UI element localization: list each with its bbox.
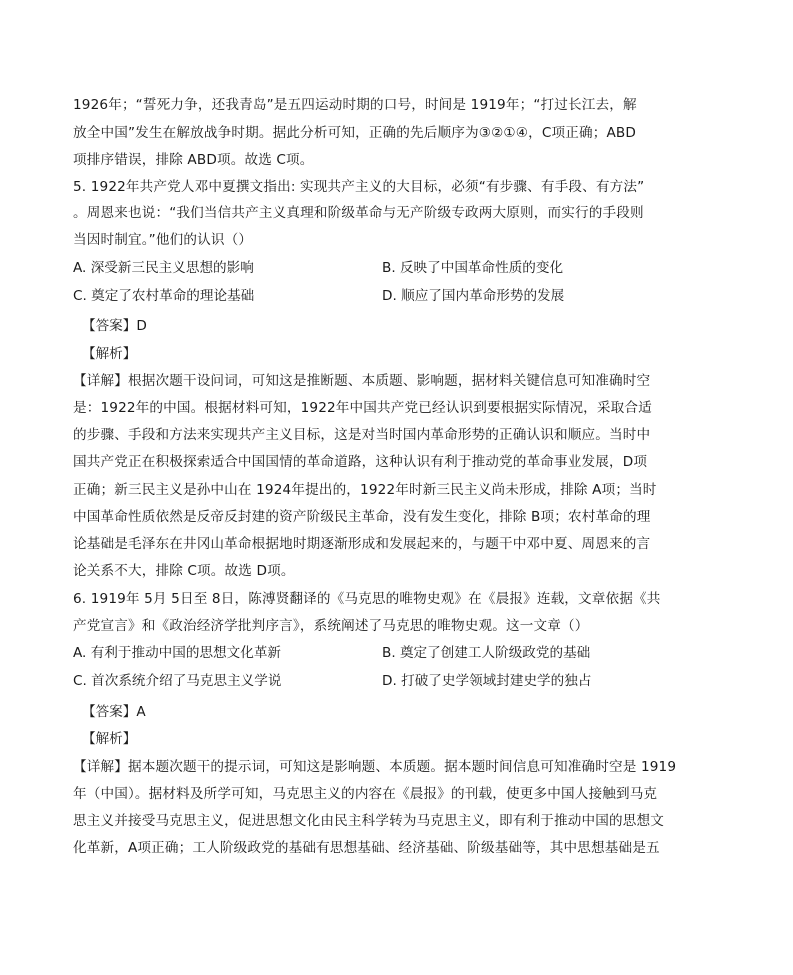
continuation-line-2: 放全中国”发生在解放战争时期。据此分析可知，正确的先后顺序为③②①④，C项正确；ABD (73, 125, 637, 141)
q6-detail-line-2: 年（中国）。据材料及所学可知，马克思主义的内容在《晨报》的刊载，使更多中国人接触到马克 (73, 786, 658, 802)
q6-detail-line-4: 化革新，A项正确；工人阶级政党的基础有思想基础、经济基础、阶级基础等，其中思想基础是五 (73, 840, 660, 856)
q6-answer: 【答案】A (82, 704, 146, 720)
q5-option-b: B. 反映了中国革命性质的变化 (382, 260, 564, 276)
q5-stem-line-2: 。周恩来也说：“我们当信共产主义真理和阶级革命与无产阶级专政两大原则，而实行的手段则 (73, 205, 644, 221)
continuation-line-3: 项排序错误，排除 ABD项。故选 C项。 (73, 152, 314, 168)
q6-option-b: B. 奠定了创建工人阶级政党的基础 (382, 645, 591, 661)
q6-option-c: C. 首次系统介绍了马克思主义学说 (73, 673, 282, 689)
q5-detail-line-8: 论关系不大，排除 C项。故选 D项。 (73, 563, 295, 579)
q5-answer: 【答案】D (82, 318, 147, 334)
q5-detail-line-4: 国共产党正在积极探索适合中国国情的革命道路，这种认识有利于推动党的革命事业发展，D项 (73, 454, 648, 470)
q5-detail-line-2: 是：1922年的中国。根据材料可知，1922年中国共产党已经认识到要根据实际情况，采取合适 (73, 400, 652, 416)
q5-option-a: A. 深受新三民主义思想的影响 (73, 260, 254, 276)
q5-detail-line-1: 【详解】根据次题干设问词，可知这是推断题、本质题、影响题，据材料关键信息可知准确时空 (73, 373, 651, 389)
q6-detail-line-3: 思主义并接受马克思主义，促进思想文化由民主科学转为马克思主义，即有利于推动中国的思想文 (73, 813, 664, 829)
q5-detail-line-7: 论基础是毛泽东在井冈山革命根据地时期逐渐形成和发展起来的，与题干中邓中夏、周恩来的言 (73, 536, 651, 552)
q5-stem-line-1: 5. 1922年共产党人邓中夏撰文指出: 实现共产主义的大目标，必须“有步骤、有手段、有方法” (73, 179, 645, 195)
q6-option-d: D. 打破了史学领域封建史学的独占 (382, 673, 592, 689)
q6-detail-line-1: 【详解】据本题次题干的提示词，可知这是影响题、本质题。据本题时间信息可知准确时空是 1919 (73, 759, 677, 775)
q5-detail-line-3: 的步骤、手段和方法来实现共产主义目标，这是对当时国内革命形势的正确认识和顺应。当时中 (73, 427, 651, 443)
q5-detail-line-5: 正确；新三民主义是孙中山在 1924年提出的，1922年时新三民主义尚未形成，排除 A项；当时 (73, 482, 657, 498)
continuation-line-1: 1926年；“誓死力争，还我青岛”是五四运动时期的口号，时间是 1919年；“打过长江去，解 (73, 97, 637, 113)
q5-option-c: C. 奠定了农村革命的理论基础 (73, 288, 255, 304)
q5-stem-line-3: 当因时制宜。”他们的认识（） (73, 232, 253, 248)
q6-stem-line-2: 产党宣言》和《政治经济学批判序言》，系统阐述了马克思的唯物史观。这一文章（） (73, 618, 589, 634)
q5-option-d: D. 顺应了国内革命形势的发展 (382, 288, 565, 304)
q5-analysis-label: 【解析】 (82, 346, 137, 362)
q5-detail-line-6: 中国革命性质依然是反帝反封建的资产阶级民主革命，没有发生变化，排除 B项；农村革命的理 (73, 509, 651, 525)
q6-analysis-label: 【解析】 (82, 731, 137, 747)
q6-option-a: A. 有利于推动中国的思想文化革新 (73, 645, 282, 661)
q6-stem-line-1: 6. 1919年 5月 5日至 8日，陈溥贤翻译的《马克思的唯物史观》在《晨报》连载，文章依据《共 (73, 591, 661, 607)
